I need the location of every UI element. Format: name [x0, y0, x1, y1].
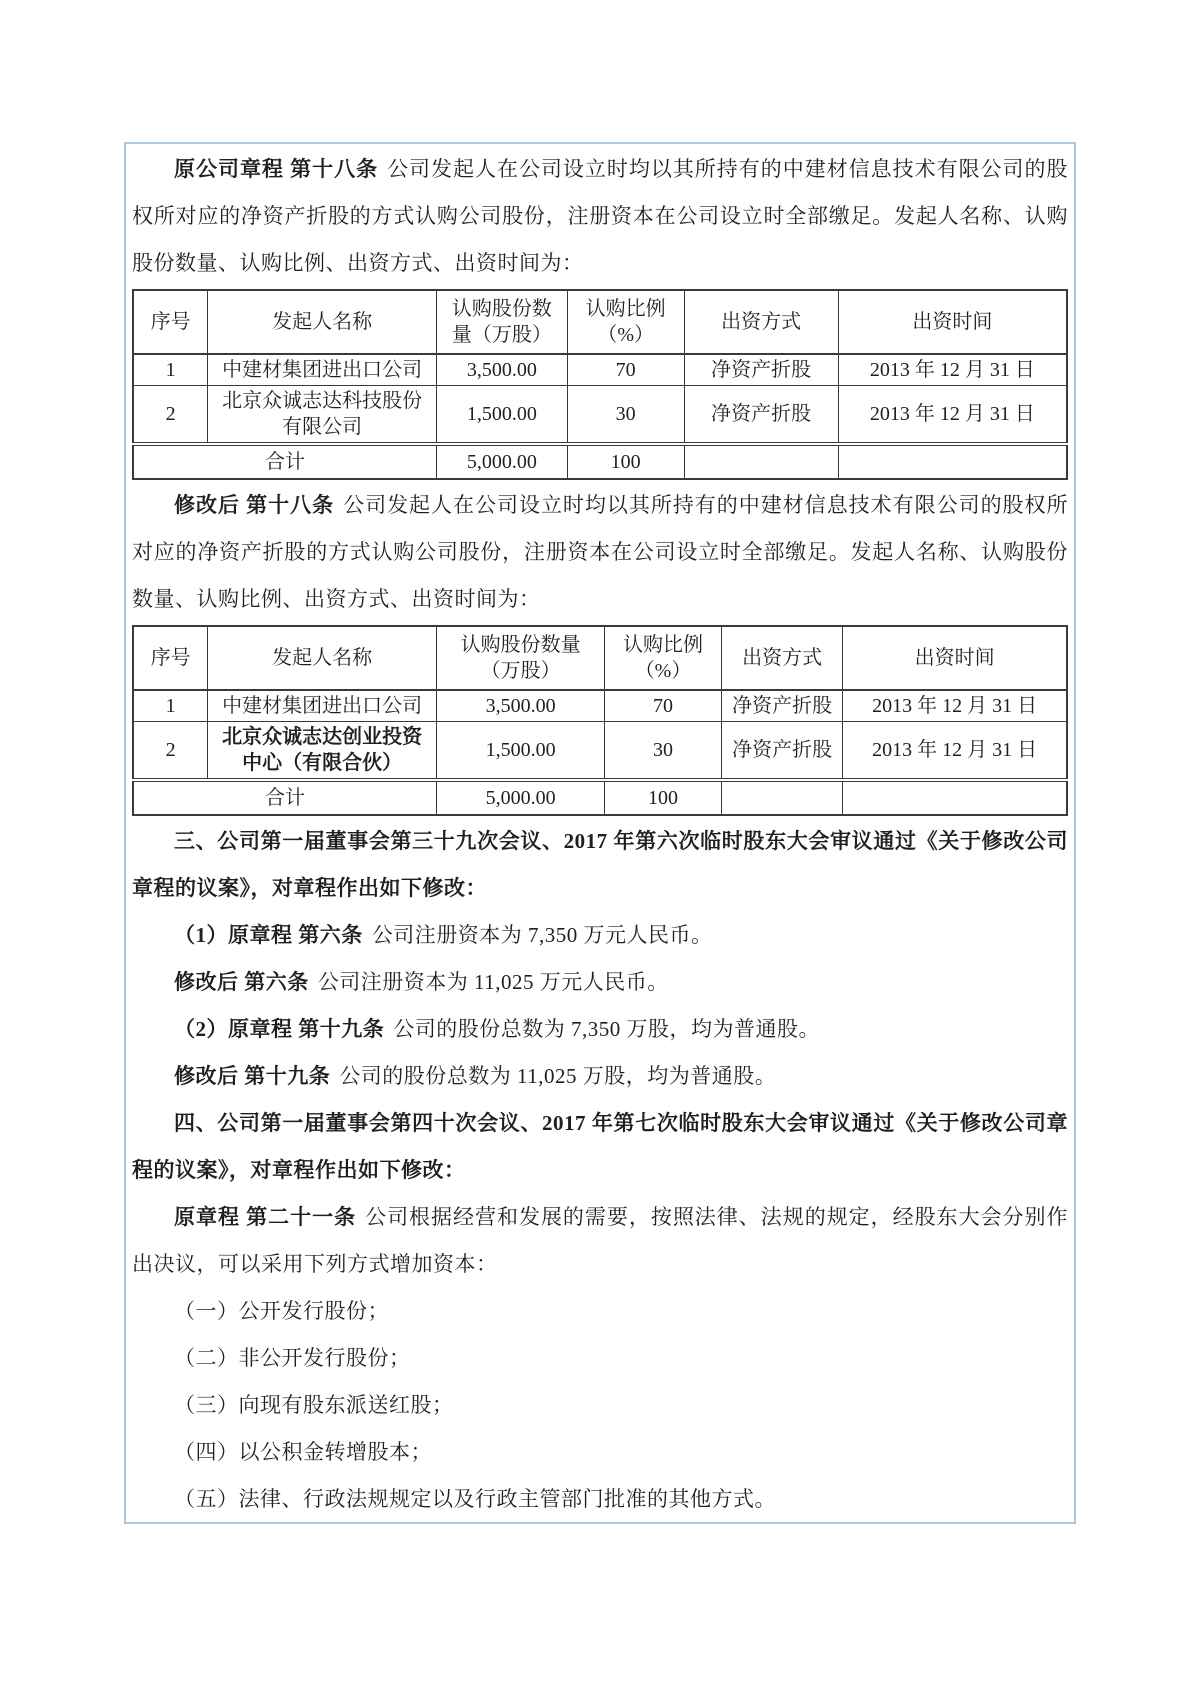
table-cell: [721, 780, 842, 815]
text-run: 原公司章程 第十八条: [174, 157, 379, 181]
table-body: [133, 354, 1067, 479]
text-run: （1）原章程 第六条: [174, 923, 363, 947]
table-cell: 中建材集团进出口公司: [208, 354, 437, 386]
table-header-cell: 出资方式: [721, 626, 842, 690]
document-frame: [124, 142, 1076, 1524]
text-run: 公司注册资本为 11,025 万元人民币。: [317, 970, 669, 994]
table-total-row: [133, 444, 1067, 479]
table-cell: [684, 444, 838, 479]
para-list-item-1: [132, 1288, 1068, 1335]
table-row: [133, 690, 1067, 722]
text-run: 公司发起人在公司设立时均以其所持有的中建材信息技术有限公司的股权所对应的净资产折股的方式认购公司股份，注册资本在公司设立时全部缴足。发起人名称、认购股份数量、认购比例、出资方式、出资时间为：: [132, 157, 1068, 275]
text-run: （二）非公开发行股份；: [174, 1346, 411, 1370]
table-cell: 100: [567, 444, 684, 479]
table-cell: 净资产折股: [684, 386, 838, 445]
table-cell: 中建材集团进出口公司: [208, 690, 437, 722]
text-run: （2）原章程 第十九条: [174, 1017, 385, 1041]
text-run: 修改后 第十九条: [174, 1064, 331, 1088]
para-amended-article-18: [132, 482, 1068, 623]
para-amended-article-6: [132, 959, 1068, 1006]
table-amended-article-18-founders: [132, 625, 1068, 816]
table-header-row: [133, 290, 1067, 354]
table-cell: 2: [133, 722, 208, 781]
table-row: [133, 354, 1067, 386]
text-run: （一）公开发行股份；: [174, 1299, 389, 1323]
para-original-article-21: [132, 1194, 1068, 1288]
table-header-cell: 认购股份数量（万股）: [437, 290, 568, 354]
table-cell: 100: [605, 780, 722, 815]
table-cell: 5,000.00: [437, 444, 568, 479]
text-run: （三）向现有股东派送红股；: [174, 1393, 454, 1417]
para-list-item-5: [132, 1476, 1068, 1523]
table-cell: 净资产折股: [721, 722, 842, 781]
text-run: 公司的股份总数为 11,025 万股，均为普通股。: [339, 1064, 777, 1088]
table-cell: 2013 年 12 月 31 日: [838, 354, 1067, 386]
text-run: 公司根据经营和发展的需要，按照法律、法规的规定，经股东大会分别作出决议，可以采用下列方式增加资本：: [132, 1205, 1069, 1276]
table-header-cell: 认购比例（%）: [605, 626, 722, 690]
table-row: [133, 386, 1067, 445]
table-head: [133, 626, 1067, 690]
text-run: （四）以公积金转增股本；: [174, 1440, 432, 1464]
para-item-1-original-article-6: [132, 912, 1068, 959]
table-cell: [843, 780, 1067, 815]
table-header-cell: 序号: [133, 626, 208, 690]
table-header-cell: 出资时间: [838, 290, 1067, 354]
para-section-3-heading: [132, 818, 1068, 912]
text-run: 原章程 第二十一条: [174, 1205, 357, 1229]
table-original-article-18-founders: [132, 289, 1068, 480]
table-cell: 3,500.00: [437, 354, 568, 386]
para-item-2-original-article-19: [132, 1006, 1068, 1053]
table-cell: 2013 年 12 月 31 日: [838, 386, 1067, 445]
table-cell: [838, 444, 1067, 479]
table-cell: 1: [133, 354, 208, 386]
table-cell: 净资产折股: [684, 354, 838, 386]
para-original-charter-article-18: [132, 146, 1068, 287]
text-run: 公司的股份总数为 7,350 万股，均为普通股。: [393, 1017, 820, 1041]
text-run: 三、公司第一届董事会第三十九次会议、2017 年第六次临时股东大会审议通过《关于修改公司章程的议案》，对章程作出如下修改：: [132, 829, 1068, 900]
table-cell: 1,500.00: [437, 722, 605, 781]
table-cell: 70: [567, 354, 684, 386]
para-list-item-4: [132, 1429, 1068, 1476]
table-total-row: [133, 780, 1067, 815]
table-header-cell: 序号: [133, 290, 208, 354]
table-header-cell: 发起人名称: [208, 626, 437, 690]
table-cell: 70: [605, 690, 722, 722]
table-cell: 3,500.00: [437, 690, 605, 722]
table-header-cell: 认购股份数量（万股）: [437, 626, 605, 690]
table-cell: 北京众诚志达科技股份有限公司: [208, 386, 437, 445]
table-header-cell: 认购比例（%）: [567, 290, 684, 354]
table-cell: 2013 年 12 月 31 日: [843, 722, 1067, 781]
text-run: 修改后 第六条: [174, 970, 309, 994]
table-cell: 1,500.00: [437, 386, 568, 445]
table-cell: 2: [133, 386, 208, 445]
table-head: [133, 290, 1067, 354]
table-header-row: [133, 626, 1067, 690]
text-run: 修改后 第十八条: [174, 493, 335, 517]
text-run: （五）法律、行政法规规定以及行政主管部门批准的其他方式。: [174, 1487, 776, 1511]
table-cell: 5,000.00: [437, 780, 605, 815]
para-list-item-2: [132, 1335, 1068, 1382]
table-total-label-cell: 合计: [133, 444, 437, 479]
table-header-cell: 发起人名称: [208, 290, 437, 354]
para-list-item-3: [132, 1382, 1068, 1429]
table-total-label-cell: 合计: [133, 780, 437, 815]
table-cell: 北京众诚志达创业投资中心（有限合伙）: [208, 722, 437, 781]
text-run: 四、公司第一届董事会第四十次会议、2017 年第七次临时股东大会审议通过《关于修改公司章程的议案》，对章程作出如下修改：: [132, 1111, 1068, 1182]
table-cell: 净资产折股: [721, 690, 842, 722]
para-section-4-heading: [132, 1100, 1068, 1194]
text-run: 公司注册资本为 7,350 万元人民币。: [371, 923, 713, 947]
table-body: [133, 690, 1067, 815]
table-cell: 30: [605, 722, 722, 781]
table-cell: 2013 年 12 月 31 日: [843, 690, 1067, 722]
para-amended-article-19: [132, 1053, 1068, 1100]
table-cell: 1: [133, 690, 208, 722]
text-run: 公司发起人在公司设立时均以其所持有的中建材信息技术有限公司的股权所对应的净资产折股的方式认购公司股份，注册资本在公司设立时全部缴足。发起人名称、认购股份数量、认购比例、出资方式、出资时间为：: [132, 493, 1069, 611]
table-header-cell: 出资方式: [684, 290, 838, 354]
table-row: [133, 722, 1067, 781]
table-cell: 30: [567, 386, 684, 445]
table-header-cell: 出资时间: [843, 626, 1067, 690]
